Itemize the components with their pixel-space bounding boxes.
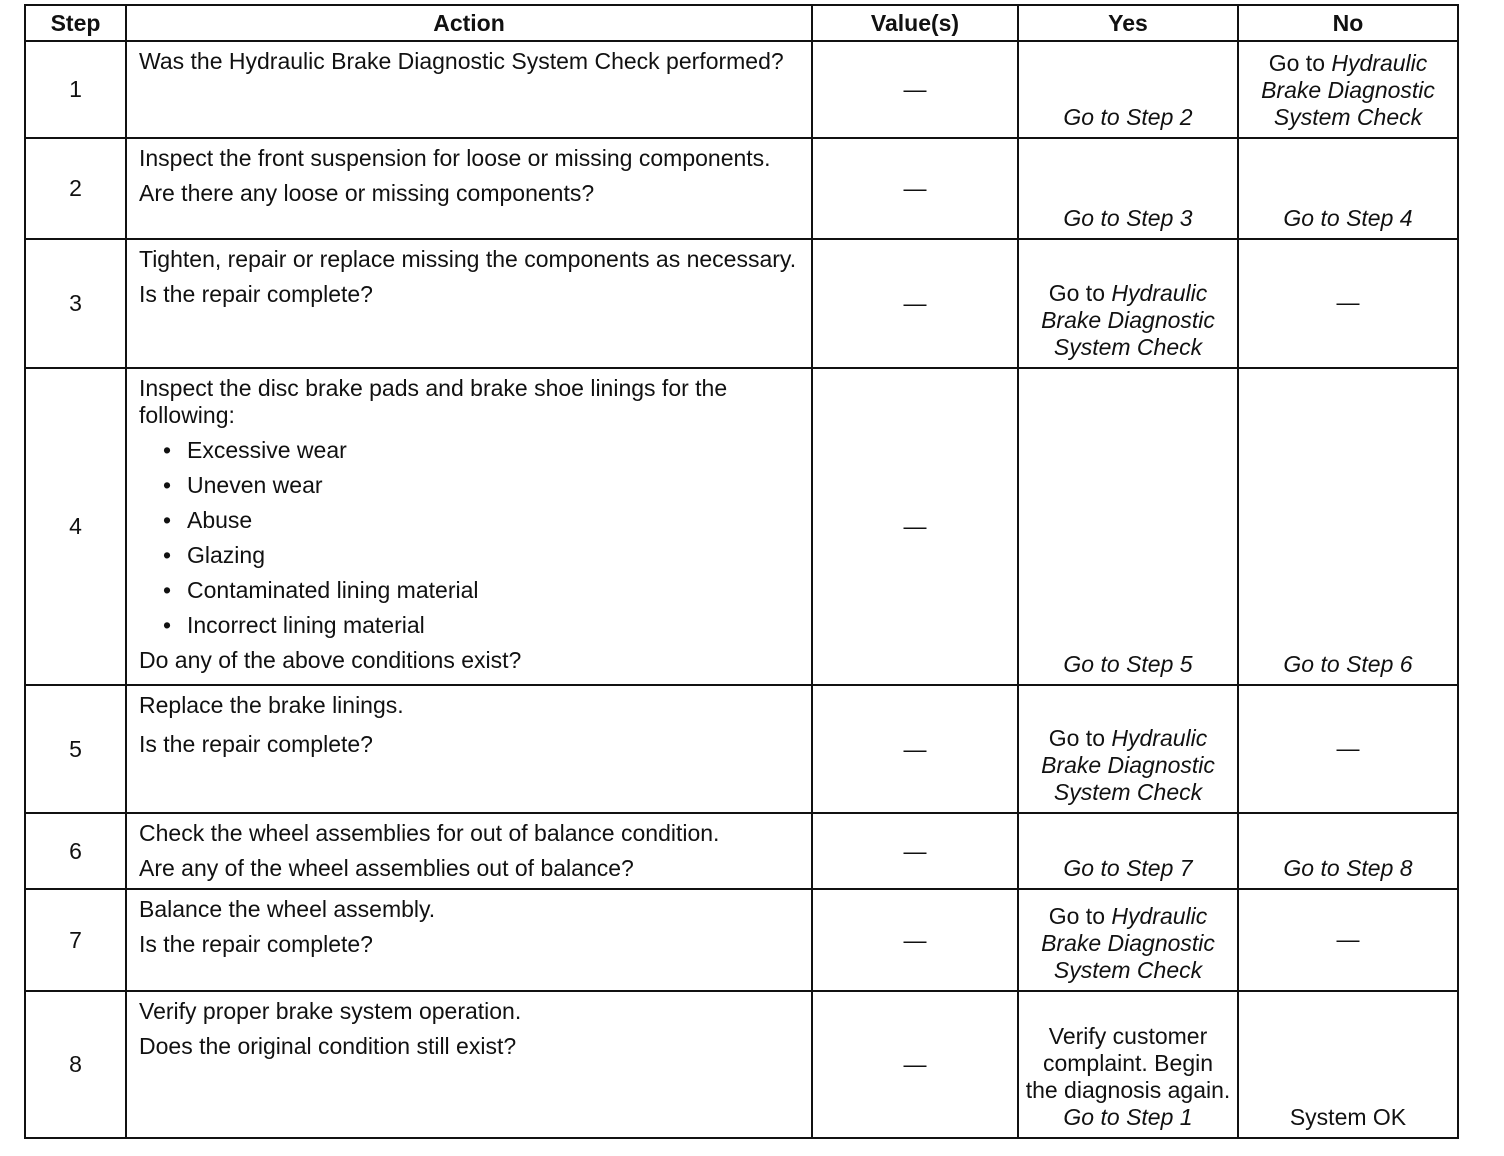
table-row — [25, 239, 1458, 368]
action-cell — [126, 368, 812, 685]
yes-cell: Go to Hydraulic Brake Diagnostic System Check — [1018, 685, 1238, 813]
no-cell: Go to Hydraulic Brake Diagnostic System Check — [1238, 41, 1458, 138]
action-text: Inspect the front suspension for loose or missing components. — [139, 145, 771, 171]
list-item: • Excessive wear — [163, 437, 801, 464]
action-text: Check the wheel assemblies for out of balance condition. — [139, 820, 720, 846]
step-number: 8 — [25, 991, 126, 1138]
header-action: Action — [126, 5, 812, 41]
no-cell: — — [1238, 889, 1458, 991]
no-cell: — — [1238, 239, 1458, 368]
table-row — [25, 685, 1458, 813]
step-number: 6 — [25, 813, 126, 889]
no-cell: Go to Step 8 — [1238, 813, 1458, 889]
value-cell: — — [812, 685, 1018, 813]
header-values: Value(s) — [812, 5, 1018, 41]
list-item: • Glazing — [163, 542, 801, 569]
action-question: Do any of the above conditions exist? — [139, 647, 522, 673]
no-cell: Go to Step 4 — [1238, 138, 1458, 239]
action-question: Does the original condition still exist? — [139, 1033, 517, 1059]
value-cell: — — [812, 239, 1018, 368]
list-item: • Uneven wear — [163, 472, 801, 499]
action-text: Balance the wheel assembly. — [139, 896, 436, 922]
action-text: Replace the brake linings. — [139, 692, 404, 718]
diagnostic-table — [24, 4, 1459, 1139]
yes-cell: Verify customer complaint. Begin the diagnosis again. Go to Step 1 — [1018, 991, 1238, 1138]
action-cell — [126, 889, 812, 991]
yes-cell: Go to Step 5 — [1018, 368, 1238, 685]
action-question: Are any of the wheel assemblies out of balance? — [139, 855, 634, 881]
value-cell: — — [812, 991, 1018, 1138]
list-item: • Abuse — [163, 507, 801, 534]
action-cell — [126, 685, 812, 813]
header-yes: Yes — [1018, 5, 1238, 41]
value-cell: — — [812, 889, 1018, 991]
yes-cell: Go to Step 7 — [1018, 813, 1238, 889]
condition-list — [139, 437, 801, 639]
action-cell — [126, 138, 812, 239]
no-cell: System OK — [1238, 991, 1458, 1138]
no-cell: Go to Step 6 — [1238, 368, 1458, 685]
value-cell: — — [812, 41, 1018, 138]
action-text: Tighten, repair or replace missing the components as necessary. — [139, 246, 797, 272]
step-number: 7 — [25, 889, 126, 991]
action-question: Is the repair complete? — [139, 281, 373, 307]
action-question: Is the repair complete? — [139, 931, 373, 957]
value-cell: — — [812, 138, 1018, 239]
action-text: Inspect the disc brake pads and brake shoe linings for the following: — [139, 375, 728, 428]
step-number: 5 — [25, 685, 126, 813]
table-row — [25, 991, 1458, 1138]
yes-cell: Go to Hydraulic Brake Diagnostic System Check — [1018, 239, 1238, 368]
table-row — [25, 41, 1458, 138]
yes-cell: Go to Step 3 — [1018, 138, 1238, 239]
yes-cell: Go to Hydraulic Brake Diagnostic System Check — [1018, 889, 1238, 991]
action-cell — [126, 991, 812, 1138]
action-text: Verify proper brake system operation. — [139, 998, 522, 1024]
step-number: 3 — [25, 239, 126, 368]
action-question: Is the repair complete? — [139, 731, 373, 757]
table-row — [25, 889, 1458, 991]
header-step: Step — [25, 5, 126, 41]
step-number: 1 — [25, 41, 126, 138]
yes-cell: Go to Step 2 — [1018, 41, 1238, 138]
action-text: Was the Hydraulic Brake Diagnostic System Check performed? — [139, 48, 784, 74]
action-cell — [126, 813, 812, 889]
header-no: No — [1238, 5, 1458, 41]
list-item: • Contaminated lining material — [163, 577, 801, 604]
table-row — [25, 138, 1458, 239]
list-item: • Incorrect lining material — [163, 612, 801, 639]
value-cell: — — [812, 813, 1018, 889]
table-row — [25, 368, 1458, 685]
action-question: Are there any loose or missing components? — [139, 180, 595, 206]
step-number: 2 — [25, 138, 126, 239]
no-cell: — — [1238, 685, 1458, 813]
table-row — [25, 813, 1458, 889]
header-row — [25, 5, 1458, 41]
step-number: 4 — [25, 368, 126, 685]
action-cell — [126, 239, 812, 368]
action-cell — [126, 41, 812, 138]
value-cell: — — [812, 368, 1018, 685]
